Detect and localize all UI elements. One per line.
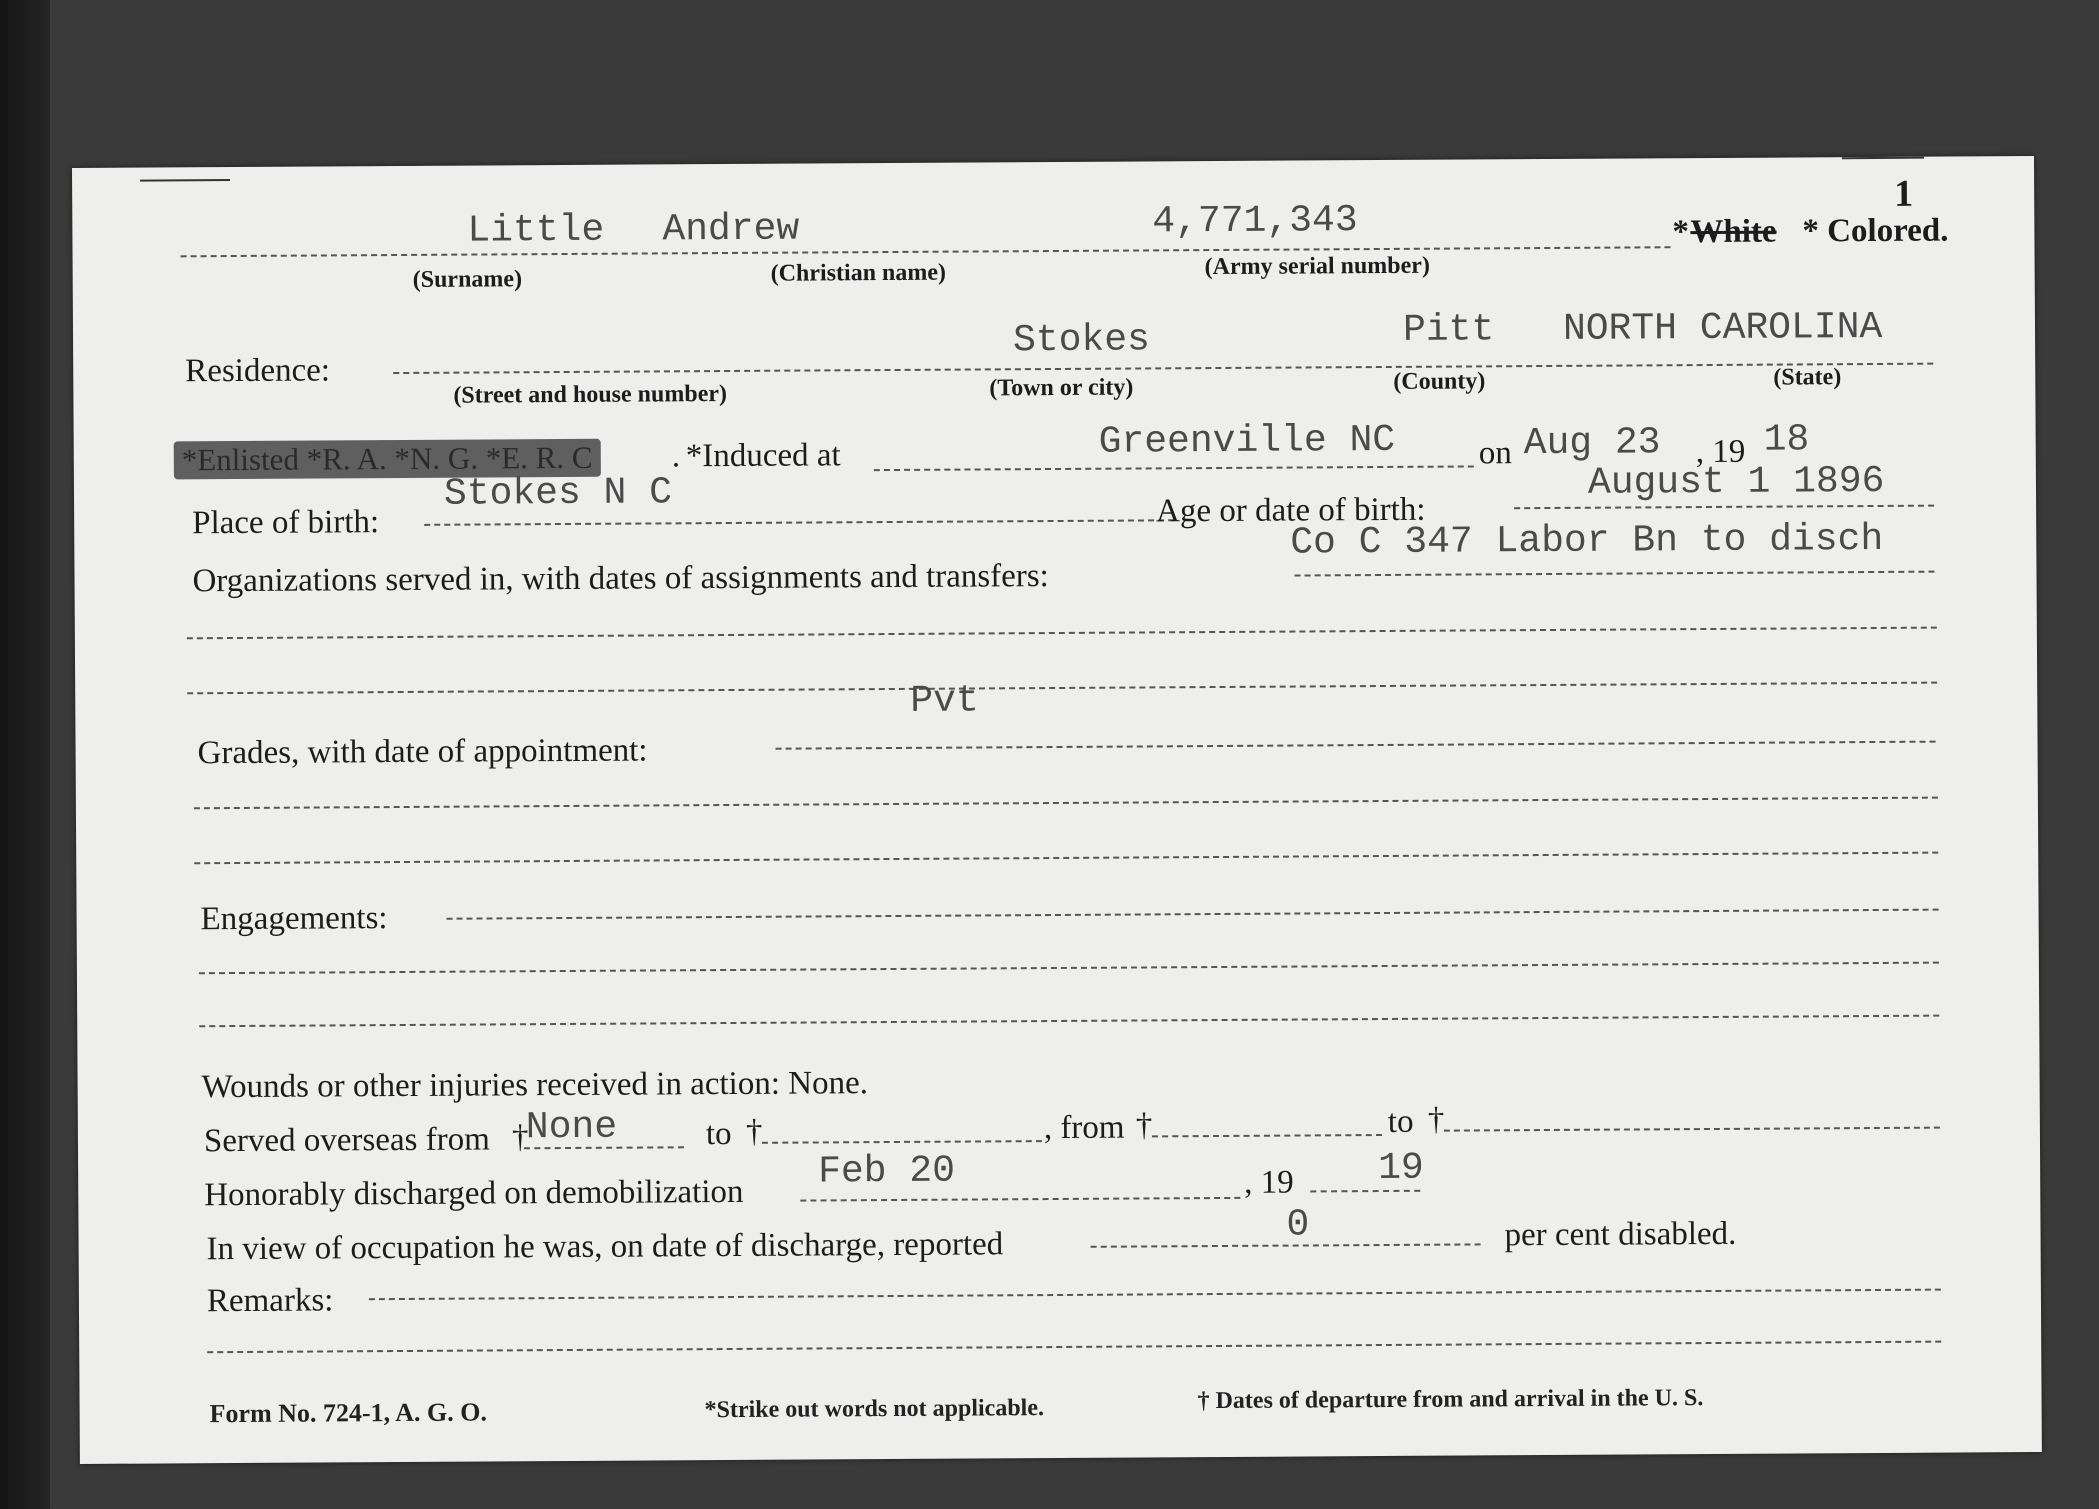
race-marker: * [1672, 214, 1690, 251]
top-left-rule [140, 179, 230, 182]
remarks-line-1 [369, 1289, 1941, 1301]
county-caption: (County) [1393, 368, 1486, 395]
residence-county-value: Pitt [1402, 308, 1495, 352]
organizations-line-3 [187, 682, 1937, 695]
overseas-to-label: to [705, 1115, 732, 1153]
overseas-to-line [762, 1140, 1042, 1144]
organizations-value: Co C 347 Labor Bn to disch [1290, 517, 1884, 565]
service-record-card [72, 156, 2042, 1464]
organizations-line-1 [1295, 571, 1935, 577]
engagements-line-1 [447, 909, 1939, 920]
surname-value: Little [467, 208, 605, 253]
army-serial-number-value: 4,771,343 [1152, 199, 1358, 244]
top-right-rule [1842, 157, 1924, 160]
overseas-to2-dagger: † [1427, 1101, 1445, 1138]
inducted-line [874, 465, 1474, 471]
enlistment-type-struck: *Enlisted *R. A. *N. G. *E. R. C [174, 439, 601, 480]
inducted-year-prefix: , 19 [1695, 433, 1746, 471]
inducted-at-value: Greenville NC [1098, 418, 1396, 464]
age-label: Age or date of birth: [1156, 491, 1426, 530]
remarks-line-2 [207, 1341, 1941, 1354]
strike-out-note: *Strike out words not applicable. [704, 1395, 1045, 1424]
date-of-birth-line [1514, 505, 1934, 510]
state-caption: (State) [1773, 364, 1842, 391]
overseas-to2-label: to [1387, 1103, 1414, 1140]
surname-caption: (Surname) [412, 266, 523, 293]
remarks-label: Remarks: [206, 1282, 334, 1320]
grades-line-3 [194, 852, 1938, 865]
overseas-from2-label: , from [1043, 1109, 1125, 1147]
dates-note: † Dates of departure from and arrival in the U. S. [1197, 1385, 1704, 1415]
organizations-label: Organizations served in, with dates of assignments and transfers: [192, 558, 1049, 600]
residence-line [393, 363, 1933, 374]
enlistment-suffix: . [671, 438, 681, 475]
residence-town-value: Stokes [1012, 318, 1151, 363]
disability-suffix: per cent disabled. [1504, 1215, 1737, 1254]
disability-line [1091, 1243, 1481, 1247]
grades-label: Grades, with date of appointment: [197, 732, 648, 772]
inducted-date-value: Aug 23 [1523, 421, 1661, 466]
place-of-birth-value: Stokes N C [443, 471, 673, 516]
wounds-label: Wounds or other injuries received in action: None. [201, 1065, 869, 1106]
discharge-year-line [1310, 1190, 1420, 1193]
disability-label: In view of occupation he was, on date of discharge, reported [206, 1226, 1004, 1268]
discharge-line [800, 1197, 1240, 1202]
overseas-from2-line [1152, 1134, 1382, 1137]
overseas-from-line [524, 1146, 684, 1149]
residence-label: Residence: [185, 352, 331, 390]
scan-background-edge [0, 0, 50, 1509]
race-white-struck: White [1690, 213, 1777, 251]
date-of-birth-value: August 1 1896 [1587, 459, 1885, 505]
engagements-line-2 [199, 962, 1939, 975]
town-caption: (Town or city) [989, 374, 1134, 402]
discharge-year-value: 19 [1378, 1146, 1424, 1191]
inducted-year-value: 18 [1763, 418, 1810, 462]
grades-value: Pvt [910, 679, 979, 723]
christian-name-value: Andrew [662, 207, 800, 252]
discharge-date-value: Feb 20 [818, 1149, 956, 1194]
overseas-from-dagger: † [511, 1119, 529, 1156]
overseas-to2-line [1444, 1127, 1940, 1132]
christian-name-caption: (Christian name) [770, 259, 947, 287]
serial-caption: (Army serial number) [1204, 252, 1430, 281]
grades-line-2 [194, 797, 1938, 810]
served-overseas-label: Served overseas from [203, 1121, 490, 1160]
form-number: Form No. 724-1, A. G. O. [209, 1397, 488, 1429]
overseas-from2-dagger: † [1135, 1107, 1153, 1144]
race-colored: * Colored. [1802, 212, 1949, 250]
engagements-line-3 [199, 1015, 1939, 1028]
page-number: 1 [1894, 172, 1914, 215]
discharge-year-prefix: , 19 [1244, 1164, 1294, 1201]
overseas-from-value: None [525, 1105, 618, 1150]
place-of-birth-line [424, 519, 1174, 526]
inducted-on-label: on [1478, 435, 1512, 472]
organizations-line-2 [187, 627, 1937, 640]
engagements-label: Engagements: [200, 900, 388, 938]
name-line [181, 246, 1671, 257]
disability-value: 0 [1286, 1203, 1310, 1247]
discharge-label: Honorably discharged on demobilization [204, 1173, 744, 1214]
street-caption: (Street and house number) [453, 381, 728, 409]
grades-line-1 [776, 741, 1936, 750]
residence-state-value: NORTH CAROLINA [1562, 305, 1883, 351]
place-of-birth-label: Place of birth: [192, 504, 380, 542]
inducted-label: *Induced at [685, 437, 841, 475]
overseas-to-dagger: † [745, 1113, 763, 1150]
